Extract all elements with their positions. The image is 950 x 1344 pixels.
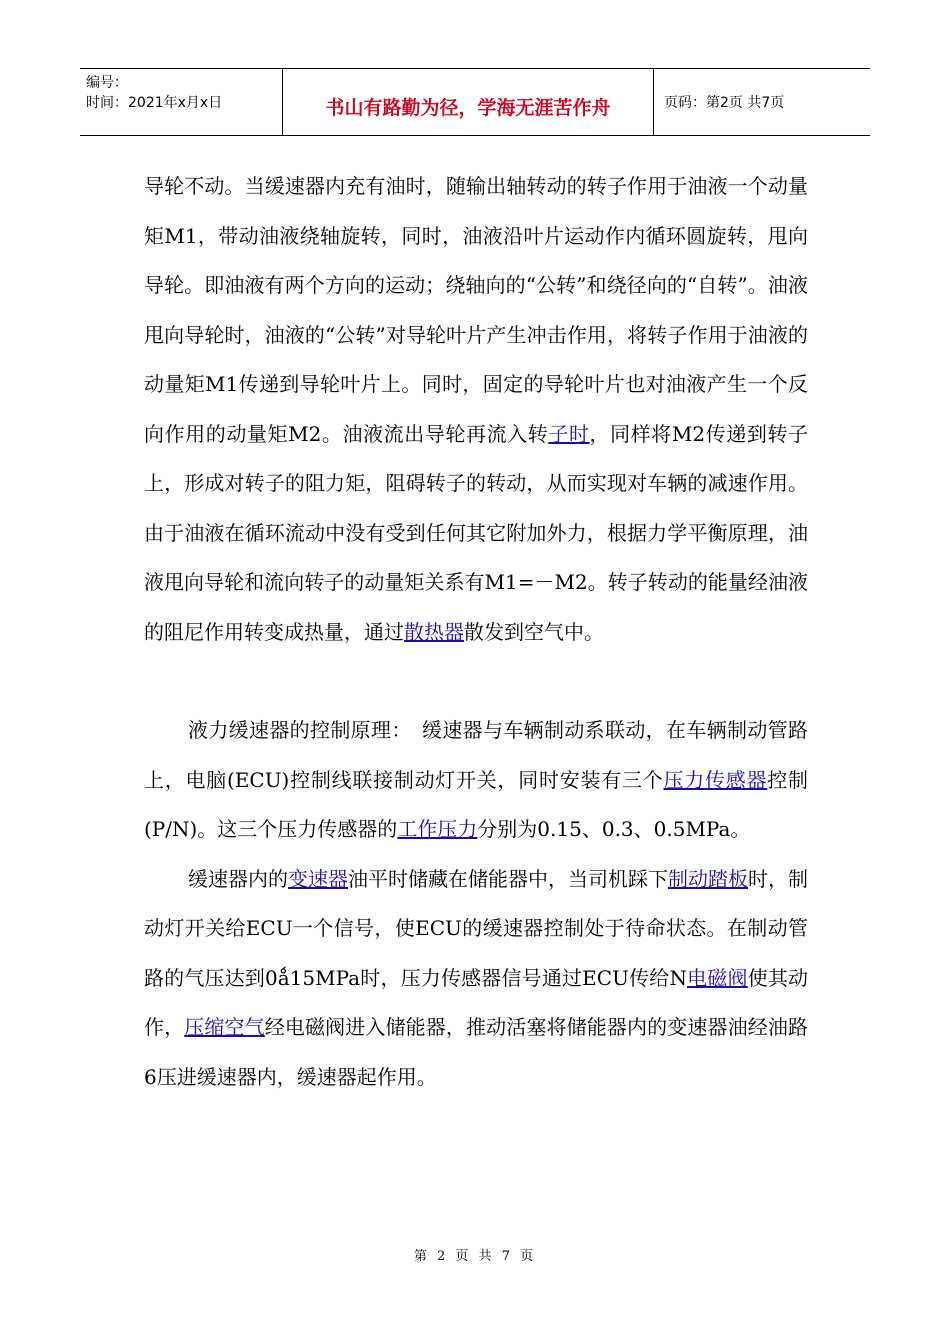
header-meta <box>80 69 282 135</box>
link-working-pressure[interactable]: 工作压力 <box>397 817 478 841</box>
link-transmission[interactable]: 变速器 <box>288 866 348 891</box>
body-paragraph-3 <box>144 855 808 1103</box>
paragraph-text: 导轮不动。当缓速器内充有油时，随输出轴转动的转子作用于油液一个动量矩M1，带动油液绕轴旋转，同时，油液沿叶片运动作内循环圆旋转，甩向导轮。即油液有两个方向的运动；绕轴向的“公转”和绕径向的“自转”。油液甩向导轮时，油液的“公转”对导轮叶片产生冲击作用，将转子作用于油液的动量矩M1传递到导轮叶片上。同时，固定的导轮叶片也对油液产生一个反向作用的动量矩M2。油液流出导轮再流入转 <box>144 174 808 446</box>
page-footer: 第 2 页 共 7 页 <box>413 1249 537 1264</box>
paragraph-text: 油平时储藏在储能器中，当司机踩下 <box>348 866 668 891</box>
link-compressed-air[interactable]: 压缩空气 <box>184 1015 265 1039</box>
link-solenoid-valve[interactable]: 电磁阀 <box>686 965 748 990</box>
header-page-cell <box>654 69 870 135</box>
header-page-number: 页码：第2页 共7页 <box>664 95 785 111</box>
paragraph-text: 液力缓速器的控制原理： 缓速器与车辆制动系联动，在车辆制动管路上，电脑(ECU)控制线联接制动灯开关，同时安装有三个 <box>144 718 808 792</box>
link-pressure-sensor[interactable]: 压力传感器 <box>663 767 768 792</box>
link-brake-pedal[interactable]: 制动踏板 <box>668 866 748 891</box>
body-paragraph-1 <box>144 162 808 657</box>
document-header <box>80 68 870 136</box>
header-motto: 书山有路勤为径，学海无涯苦作舟 <box>325 96 611 119</box>
body-paragraph-2 <box>144 706 808 855</box>
doc-date-label: 时间：2021年x月x日 <box>86 95 223 111</box>
header-motto-cell <box>282 69 654 135</box>
paragraph-text: 时，制动灯开关给ECU一个信号，使ECU的缓速器控制处于待命状态。在制动管路的气压达到0ǻ15MPa时，压力传感器信号通过ECU传给N <box>144 866 808 990</box>
paragraph-text: 缓速器内的 <box>188 866 288 891</box>
paragraph-gap <box>144 657 808 706</box>
link-radiator[interactable]: 散热器 <box>404 619 464 644</box>
document-body <box>144 162 808 1102</box>
paragraph-text: ，同样将M2传递到转子上，形成对转子的阻力矩，阻碍转子的转动，从而实现对车辆的减速作用。由于油液在循环流动中没有受到任何其它附加外力，根据力学平衡原理，油液甩向导轮和流向转子的动量矩关系有M1=－M2。转子转动的能量经油液的阻尼作用转变成热量，通过 <box>144 421 809 644</box>
paragraph-text: 散发到空气中。 <box>464 619 604 644</box>
link-rotor[interactable]: 子时 <box>548 421 590 446</box>
paragraph-text: 经电磁阀进入储能器，推动活塞将储能器内的变速器油经油路6压进缓速器内，缓速器起作用。 <box>144 1015 808 1089</box>
paragraph-text: 分别为0.15、0.3、0.5MPa。 <box>477 817 751 841</box>
paragraph-text: 使其动作， <box>144 965 809 1039</box>
paragraph-text: 控制(P/N)。这三个压力传感器的 <box>144 767 808 841</box>
doc-number-label: 编号： <box>86 75 128 91</box>
